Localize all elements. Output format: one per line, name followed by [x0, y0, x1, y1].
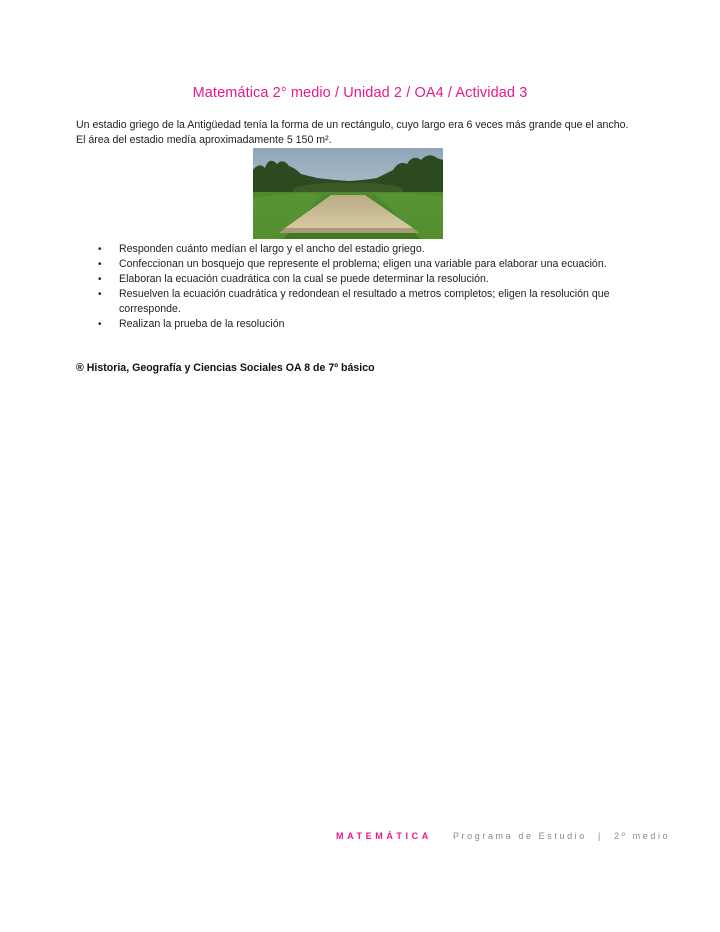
footer-subject: MATEMÁTICA [336, 831, 432, 841]
activity-text: Resuelven la ecuación cuadrática y redondean el resultado a metros completos; eligen la resolución que corresponde. [119, 288, 610, 315]
bullet-marker: • [98, 244, 102, 255]
problem-statement: Un estadio griego de la Antigüedad tenía la forma de un rectángulo, cuyo largo era 6 veces más grande que el ancho. El área del estadio medía aproximadamente 5 150 m². [76, 119, 629, 146]
bullet-marker: • [98, 319, 102, 330]
list-item [76, 257, 636, 272]
page-footer [336, 831, 670, 841]
list-item [76, 242, 636, 257]
footer-program: Programa de Estudio [452, 831, 587, 841]
bullet-marker: • [98, 259, 102, 270]
list-item [76, 287, 636, 317]
list-item [76, 272, 636, 287]
activity-text: Realizan la prueba de la resolución [119, 318, 285, 330]
page-title: Matemática 2° medio / Unidad 2 / OA4 / Actividad 3 [192, 85, 528, 101]
stadium-photo [253, 148, 443, 239]
activity-text: Responden cuánto medían el largo y el ancho del estadio griego. [119, 243, 425, 255]
footer-grade: 2º medio [614, 831, 671, 841]
list-item [76, 317, 636, 332]
footer-separator: | [598, 831, 603, 841]
activity-list [76, 242, 636, 332]
activity-text: Confeccionan un bosquejo que represente el problema; eligen una variable para elaborar una ecuación. [119, 258, 607, 270]
activity-text: Elaboran la ecuación cuadrática con la cual se puede determinar la resolución. [119, 273, 489, 285]
bullet-marker: • [98, 274, 102, 285]
bullet-marker: • [98, 289, 102, 300]
cross-curricular-heading: ® Historia, Geografía y Ciencias Sociales OA 8 de 7º básico [76, 362, 375, 374]
